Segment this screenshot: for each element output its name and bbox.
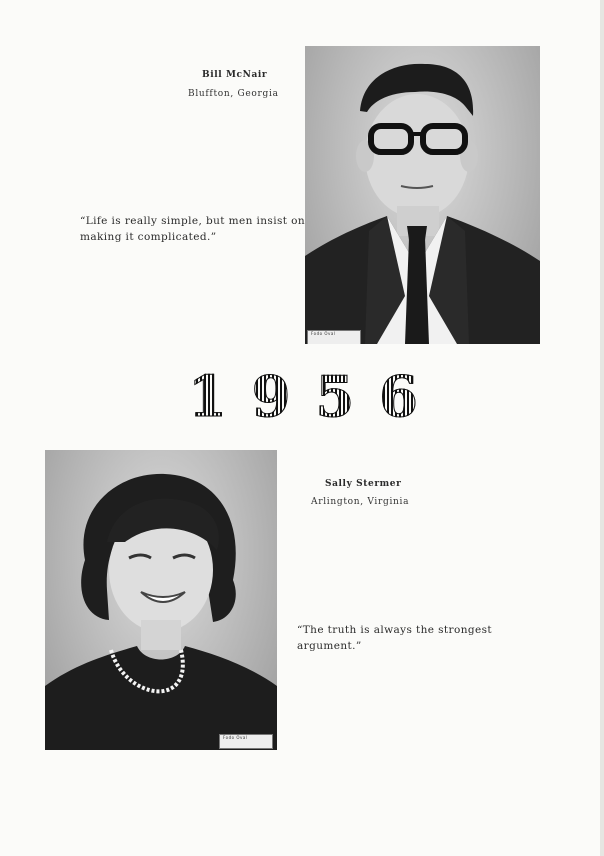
student-portrait [45, 450, 277, 750]
student-hometown: Bluffton, Georgia [188, 89, 279, 99]
studio-stamp-text: Fodo Oval [223, 735, 248, 740]
student-name: Sally Stermer [325, 479, 402, 489]
student-hometown: Arlington, Virginia [311, 497, 410, 507]
year-digit: 9 [251, 364, 291, 430]
page-edge [600, 0, 604, 856]
student-portrait [305, 46, 540, 344]
portrait-male [305, 46, 540, 344]
student-quote: “The truth is always the strongest argument.” [297, 624, 493, 652]
year-digit: 6 [379, 364, 418, 430]
portrait-female [45, 450, 277, 750]
year-digit: 1 [188, 364, 227, 430]
student-quote: “Life is really simple, but men insist on making it complicated.” [80, 215, 305, 243]
year-banner [188, 364, 418, 430]
studio-stamp [219, 734, 273, 749]
studio-stamp-text: Fodo Oval [311, 331, 336, 336]
year-digit: 5 [315, 364, 355, 430]
studio-stamp [307, 330, 361, 344]
student-name: Bill McNair [202, 70, 268, 80]
